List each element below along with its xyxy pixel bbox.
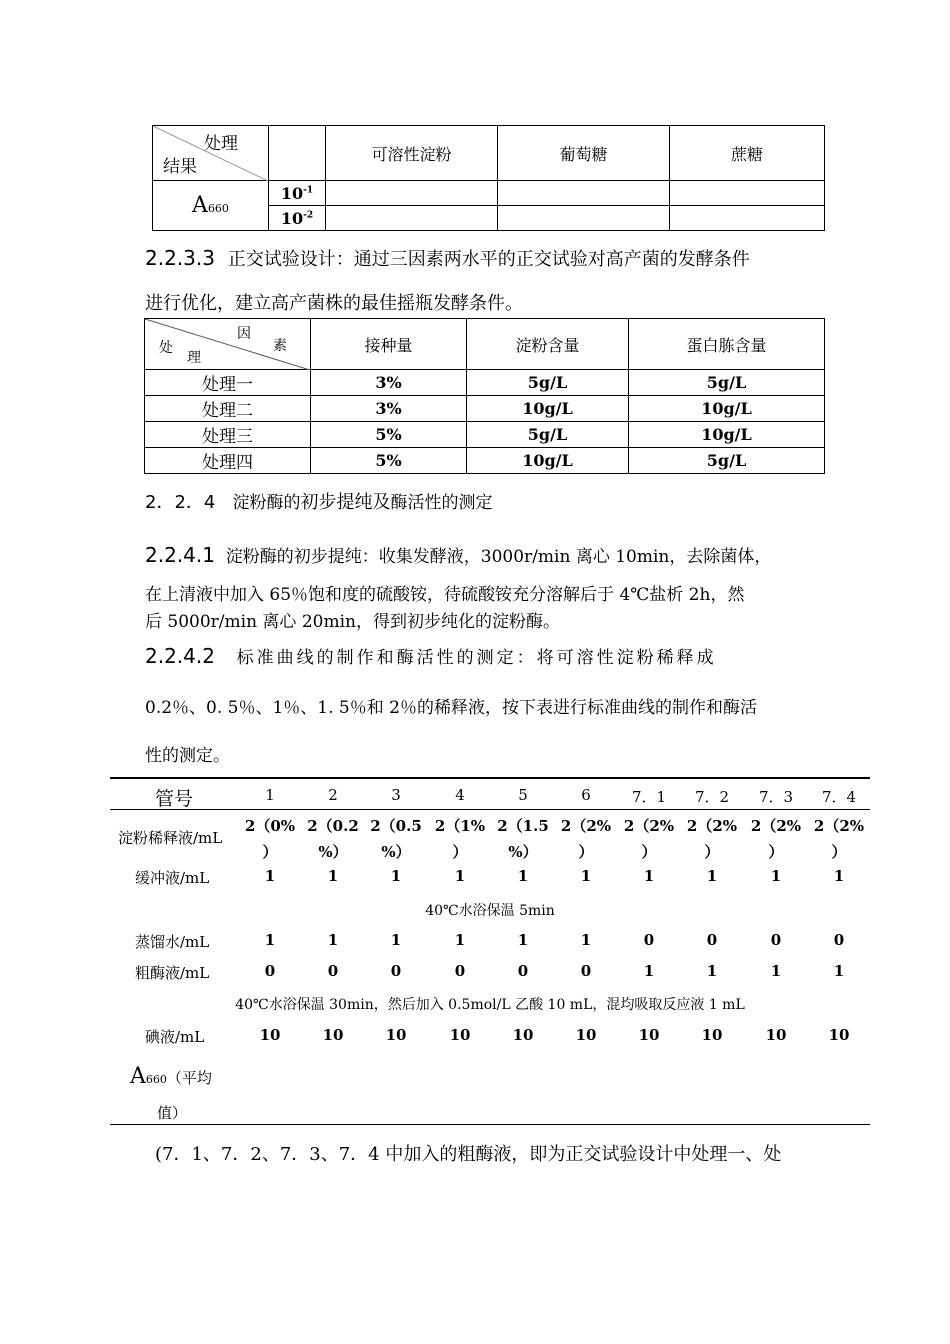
section-2233-line2: 进行优化，建立高产菌株的最佳摇瓶发酵条件。: [145, 293, 523, 314]
table-cell: 10: [385, 1026, 407, 1044]
table-cell: 2（2%: [623, 817, 675, 835]
section-2242: 2.2.4.2 标准曲线的制作和酶活性的测定：将可溶性淀粉稀释成: [145, 644, 717, 668]
table-cell: 0: [264, 962, 276, 980]
table-cell: 1: [706, 867, 718, 885]
table-cell: 1: [643, 962, 655, 980]
section-2241: 2.2.4.1 淀粉酶的初步提纯：收集发酵液，3000r/min 离心 10min，去除菌体，: [145, 543, 772, 567]
table-cell: 1: [390, 867, 402, 885]
table-cell: 1: [770, 867, 782, 885]
table-cell: 5g/L: [467, 422, 629, 448]
corner-top-label: 处理: [204, 134, 238, 154]
table-cell: 0: [833, 931, 845, 949]
table-cell: 10: [765, 1026, 787, 1044]
table-cell: 2（0.2: [307, 817, 359, 835]
tube-number: 1: [265, 786, 275, 804]
table-cell: 2（2%: [560, 817, 612, 835]
table-cell: ）: [262, 843, 278, 861]
tube-number: 7．3: [758, 788, 794, 806]
table-cell: 5%: [311, 422, 467, 448]
table-cell: 1: [770, 962, 782, 980]
table-cell: 1: [390, 931, 402, 949]
table-cell: 3%: [311, 396, 467, 422]
table-cell: 2（2%: [813, 817, 865, 835]
a660-label: A660（平均: [130, 1064, 212, 1089]
table-cell: 10: [512, 1026, 534, 1044]
section-2241-line3: 后 5000r/min 离心 20min，得到初步纯化的淀粉酶。: [145, 612, 560, 632]
table-cell: %）: [318, 843, 348, 861]
table-cell: 5%: [311, 448, 467, 474]
col-header: 蛋白胨含量: [629, 319, 825, 370]
note-row: 40℃水浴保温 30min，然后加入 0.5mol/L 乙酸 10 mL，混均吸取反应液 1 mL: [235, 997, 745, 1013]
table-cell: %）: [381, 843, 411, 861]
tube-number: 5: [518, 786, 528, 804]
row-label: 蒸馏水/mL: [135, 933, 210, 951]
col-header: 蔗糖: [670, 126, 825, 181]
table-cell: 2（1%: [434, 817, 486, 835]
row-label: 处理一: [145, 370, 311, 396]
culture-result-table: [152, 125, 825, 231]
section-2233: 2.2.3.3 正交试验设计：通过三因素两水平的正交试验对高产菌的发酵条件: [145, 246, 750, 270]
table-cell: 5g/L: [629, 448, 825, 474]
table-cell: 2（1.5: [497, 817, 549, 835]
orthogonal-design-table: [144, 318, 825, 474]
dilution-2: $10^{-2}$: [269, 206, 326, 231]
table-cell: 10: [575, 1026, 597, 1044]
row-label: 粗酶液/mL: [135, 964, 210, 982]
table-cell: 10g/L: [467, 448, 629, 474]
row-label: 缓冲液/mL: [135, 869, 210, 887]
table-cell: 2（2%: [686, 817, 738, 835]
table-cell: 10: [322, 1026, 344, 1044]
tube-number: 7．4: [821, 788, 857, 806]
table-cell: 5g/L: [629, 370, 825, 396]
tube-number: 7．1: [631, 788, 667, 806]
table-cell: 1: [327, 931, 339, 949]
table-cell: 1: [264, 931, 276, 949]
table-cell: 0: [327, 962, 339, 980]
table-cell: %）: [508, 843, 538, 861]
note-row: 40℃水浴保温 5min: [425, 903, 555, 919]
section-224: 2．2．4 淀粉酶的初步提纯及酶活性的测定: [145, 492, 493, 513]
row-label: 处理四: [145, 448, 311, 474]
diagonal-header-cell: [153, 126, 269, 181]
table-cell: 1: [706, 962, 718, 980]
dilution-1: $10^{-1}$: [269, 181, 326, 206]
table-cell: 1: [580, 931, 592, 949]
table-cell: 1: [454, 931, 466, 949]
table-cell: 1: [454, 867, 466, 885]
col-header: 淀粉含量: [467, 319, 629, 370]
header-label: 管号: [155, 788, 194, 810]
table-cell: 1: [327, 867, 339, 885]
table-cell: 3%: [311, 370, 467, 396]
tube-number: 6: [581, 786, 591, 804]
table-cell: 0: [580, 962, 592, 980]
table-cell: ）: [641, 843, 657, 861]
table-cell: 1: [580, 867, 592, 885]
table-cell: ）: [704, 843, 720, 861]
table-cell: 1: [517, 867, 529, 885]
corner-bottom-label: 结果: [163, 157, 197, 177]
section-2242-line2: 0.2％、0. 5％、1％、1. 5％和 2％的稀释液，按下表进行标准曲线的制作和酶活: [145, 698, 757, 718]
table-cell: 10: [701, 1026, 723, 1044]
table-cell: 0: [643, 931, 655, 949]
table-cell: ）: [578, 843, 594, 861]
table-cell: 1: [643, 867, 655, 885]
table-cell: 10: [449, 1026, 471, 1044]
footer-note: (7．1、7．2、7．3、7．4 中加入的粗酶液，即为正交试验设计中处理一、处: [155, 1144, 782, 1165]
table-row: [145, 448, 825, 474]
table-cell: 2（0.5: [370, 817, 422, 835]
section-2241-line2: 在上清液中加入 65％饱和度的硫酸铵，待硫酸铵充分溶解后于 4℃盐析 2h，然: [145, 585, 745, 605]
table-cell: 10g/L: [629, 396, 825, 422]
table-cell: 10: [828, 1026, 850, 1044]
tube-number: 3: [391, 786, 401, 804]
table-row: [145, 370, 825, 396]
table-cell: 2（0%: [244, 817, 296, 835]
a660-label: A660: [153, 181, 269, 231]
row-label: 碘液/mL: [145, 1028, 205, 1046]
table-cell: ）: [452, 843, 468, 861]
row-label: 处理三: [145, 422, 311, 448]
table-cell: 0: [390, 962, 402, 980]
table-cell: ）: [831, 843, 847, 861]
table-cell: 1: [517, 931, 529, 949]
tube-number: 4: [455, 786, 465, 804]
table-cell: 1: [833, 962, 845, 980]
table-cell: 2（2%: [750, 817, 802, 835]
table-cell: 10: [259, 1026, 281, 1044]
table-cell: 10g/L: [629, 422, 825, 448]
col-header: 接种量: [311, 319, 467, 370]
diagonal-header-cell: 因 素 处 理: [145, 319, 311, 370]
tube-number: 2: [328, 786, 338, 804]
col-header: 葡萄糖: [498, 126, 670, 181]
table-cell: 10: [638, 1026, 660, 1044]
table-cell: 0: [517, 962, 529, 980]
table-cell: 0: [706, 931, 718, 949]
table-cell: 10g/L: [467, 396, 629, 422]
table-cell: 0: [454, 962, 466, 980]
table-cell: 1: [833, 867, 845, 885]
table-cell: 0: [770, 931, 782, 949]
row-label: 淀粉稀释液/mL: [118, 829, 223, 847]
table-cell: 5g/L: [467, 370, 629, 396]
table-row: [145, 396, 825, 422]
table-row: [145, 422, 825, 448]
table-cell: ）: [768, 843, 784, 861]
a660-label-line2: 值）: [157, 1104, 188, 1122]
table-cell: 1: [264, 867, 276, 885]
tube-number: 7．2: [694, 788, 730, 806]
section-2242-line3: 性的测定。: [145, 746, 230, 766]
col-header: 可溶性淀粉: [326, 126, 498, 181]
row-label: 处理二: [145, 396, 311, 422]
